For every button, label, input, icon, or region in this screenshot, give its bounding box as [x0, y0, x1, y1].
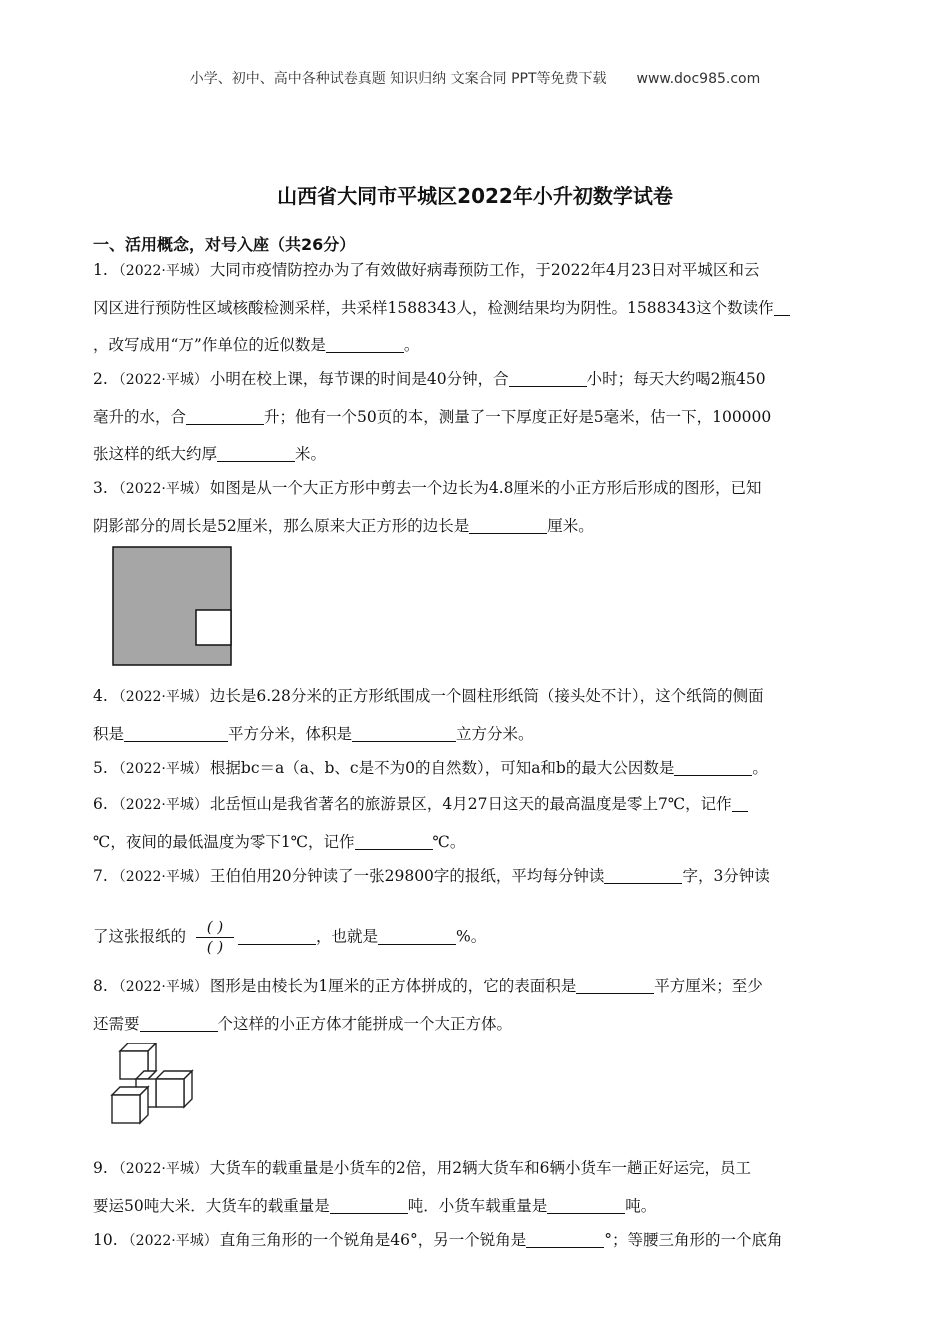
- question-text: 北岳恒山是我省著名的旅游景区，4月27日这天的最高温度是零上7℃，记作: [209, 795, 732, 813]
- answer-blank[interactable]: [217, 443, 295, 462]
- question-text: 王伯伯用20分钟读了一张29800字的报纸，平均每分钟读: [209, 867, 605, 885]
- question-number: 1.: [93, 261, 108, 279]
- question-text: 小明在校上课，每节课的时间是40分钟，合: [209, 370, 509, 388]
- question-text: ，改写成用“万”作单位的近似数是: [93, 336, 326, 354]
- question-text: 积是: [93, 725, 125, 743]
- answer-blank[interactable]: [732, 793, 748, 812]
- question-text: 平方分米，体积是: [228, 725, 353, 743]
- answer-blank[interactable]: [547, 1195, 625, 1214]
- answer-blank[interactable]: [186, 406, 264, 425]
- question-text: 张这样的纸大约厚: [93, 445, 218, 463]
- question-number: 5.: [93, 759, 108, 777]
- question-tag: （2022·平城）: [111, 372, 208, 388]
- question-text: 小时；每天大约喝2瓶450: [586, 370, 766, 388]
- question-text: 平方厘米；至少: [654, 977, 763, 995]
- answer-blank[interactable]: [774, 297, 790, 316]
- question-10: [93, 1222, 858, 1260]
- question-3: [93, 470, 858, 545]
- question-number: 6.: [93, 795, 108, 813]
- cube-left: [112, 1087, 148, 1123]
- question-text: °；等腰三角形的一个底角: [604, 1231, 783, 1249]
- question-text: 图形是由棱长为1厘米的正方体拼成的，它的表面积是: [209, 977, 577, 995]
- question-text: 大同市疫情防控办为了有效做好病毒预防工作，于2022年4月23日对平城区和云: [209, 261, 760, 279]
- question-text: 个这样的小正方体才能拼成一个大正方体。: [217, 1015, 513, 1033]
- question-text: ℃。: [432, 833, 466, 851]
- answer-blank[interactable]: [124, 723, 228, 742]
- question-text: %。: [456, 927, 487, 946]
- cut-out-square: [196, 610, 231, 645]
- question-text: ℃，夜间的最低温度为零下1℃，记作: [93, 833, 355, 851]
- question-number: 7.: [93, 867, 108, 885]
- question-text: 吨．小货车载重量是: [407, 1197, 548, 1215]
- question-text: 直角三角形的一个锐角是46°，另一个锐角是: [219, 1231, 527, 1249]
- question-number: 3.: [93, 479, 108, 497]
- question-tag: （2022·平城）: [121, 1233, 218, 1249]
- question-text: 厘米。: [547, 517, 594, 535]
- answer-blank[interactable]: [469, 515, 547, 534]
- cube-right: [156, 1071, 192, 1107]
- question-number: 10.: [93, 1231, 118, 1249]
- question-tag: （2022·平城）: [111, 481, 208, 497]
- answer-blank[interactable]: [509, 368, 587, 387]
- question-text: 毫升的水，合: [93, 408, 187, 426]
- question-number: 8.: [93, 977, 108, 995]
- question-text: 根据bc＝a（a、b、c是不为0的自然数），可知a和b的最大公因数是: [209, 759, 675, 777]
- question-number: 9.: [93, 1159, 108, 1177]
- question-tag: （2022·平城）: [111, 263, 208, 279]
- question-text: 升；他有一个50页的本，测量了一下厚度正好是5毫米，估一下，100000: [264, 408, 772, 426]
- answer-blank[interactable]: [604, 865, 682, 884]
- question-tag: （2022·平城）: [111, 689, 208, 705]
- answer-blank[interactable]: [576, 975, 654, 994]
- answer-blank[interactable]: [355, 831, 433, 850]
- question-text: ，也就是: [316, 927, 379, 946]
- question-4: [93, 678, 858, 753]
- question-8: [93, 968, 858, 1043]
- square-figure: [112, 546, 234, 668]
- answer-blank[interactable]: [674, 757, 752, 776]
- question-5: [93, 750, 858, 788]
- answer-blank[interactable]: [378, 926, 456, 945]
- question-text: 要运50吨大米．大货车的载重量是: [93, 1197, 330, 1215]
- question-7: [93, 858, 858, 957]
- question-text: 吨。: [625, 1197, 657, 1215]
- answer-blank[interactable]: [238, 926, 316, 945]
- question-9: [93, 1150, 858, 1225]
- question-number: 2.: [93, 370, 108, 388]
- header-site[interactable]: www.doc985.com: [636, 71, 761, 87]
- answer-blank[interactable]: [330, 1195, 408, 1214]
- question-text: 如图是从一个大正方形中剪去一个边长为4.8厘米的小正方形后形成的图形，已知: [209, 479, 762, 497]
- question-tag: （2022·平城）: [111, 761, 208, 777]
- question-text: 还需要: [93, 1015, 140, 1033]
- section-heading: 一、活用概念，对号入座（共26分）: [93, 235, 356, 254]
- question-text: 阴影部分的周长是52厘米，那么原来大正方形的边长是: [93, 517, 470, 535]
- answer-blank[interactable]: [140, 1013, 218, 1032]
- answer-blank[interactable]: [326, 334, 404, 353]
- answer-blank[interactable]: [526, 1229, 604, 1248]
- fraction-blank[interactable]: [196, 918, 234, 957]
- question-6: [93, 786, 858, 861]
- question-2: [93, 361, 858, 473]
- answer-blank[interactable]: [352, 723, 456, 742]
- question-text: 。: [752, 759, 768, 777]
- cube-figure: [110, 1043, 202, 1129]
- question-text: 字，3分钟读: [682, 867, 770, 885]
- question-text: 冈区进行预防性区域核酸检测采样，共采样1588343人，检测结果均为阴性。1588343这个数读作: [93, 299, 774, 317]
- question-number: 4.: [93, 687, 108, 705]
- question-tag: （2022·平城）: [111, 1161, 208, 1177]
- fraction-denominator[interactable]: ( ): [206, 938, 224, 956]
- fraction-numerator[interactable]: ( ): [206, 918, 224, 936]
- question-tag: （2022·平城）: [111, 869, 208, 885]
- question-text: 了这张报纸的: [93, 927, 187, 946]
- question-tag: （2022·平城）: [111, 979, 208, 995]
- question-text: 。: [403, 336, 420, 354]
- question-1: [93, 252, 858, 364]
- question-tag: （2022·平城）: [111, 797, 208, 813]
- header-text: 小学、初中、高中各种试卷真题 知识归纳 文案合同 PPT等免费下载: [189, 71, 607, 87]
- question-text: 立方分米。: [456, 725, 534, 743]
- question-text: 大货车的载重量是小货车的2倍，用2辆大货车和6辆小货车一趟正好运完，员工: [209, 1159, 751, 1177]
- page-title: 山西省大同市平城区2022年小升初数学试卷: [277, 184, 673, 208]
- question-text: 米。: [295, 445, 327, 463]
- question-text: 边长是6.28分米的正方形纸围成一个圆柱形纸筒（接头处不计），这个纸筒的侧面: [209, 687, 764, 705]
- page-header: [0, 68, 950, 88]
- shaded-square: [113, 547, 231, 665]
